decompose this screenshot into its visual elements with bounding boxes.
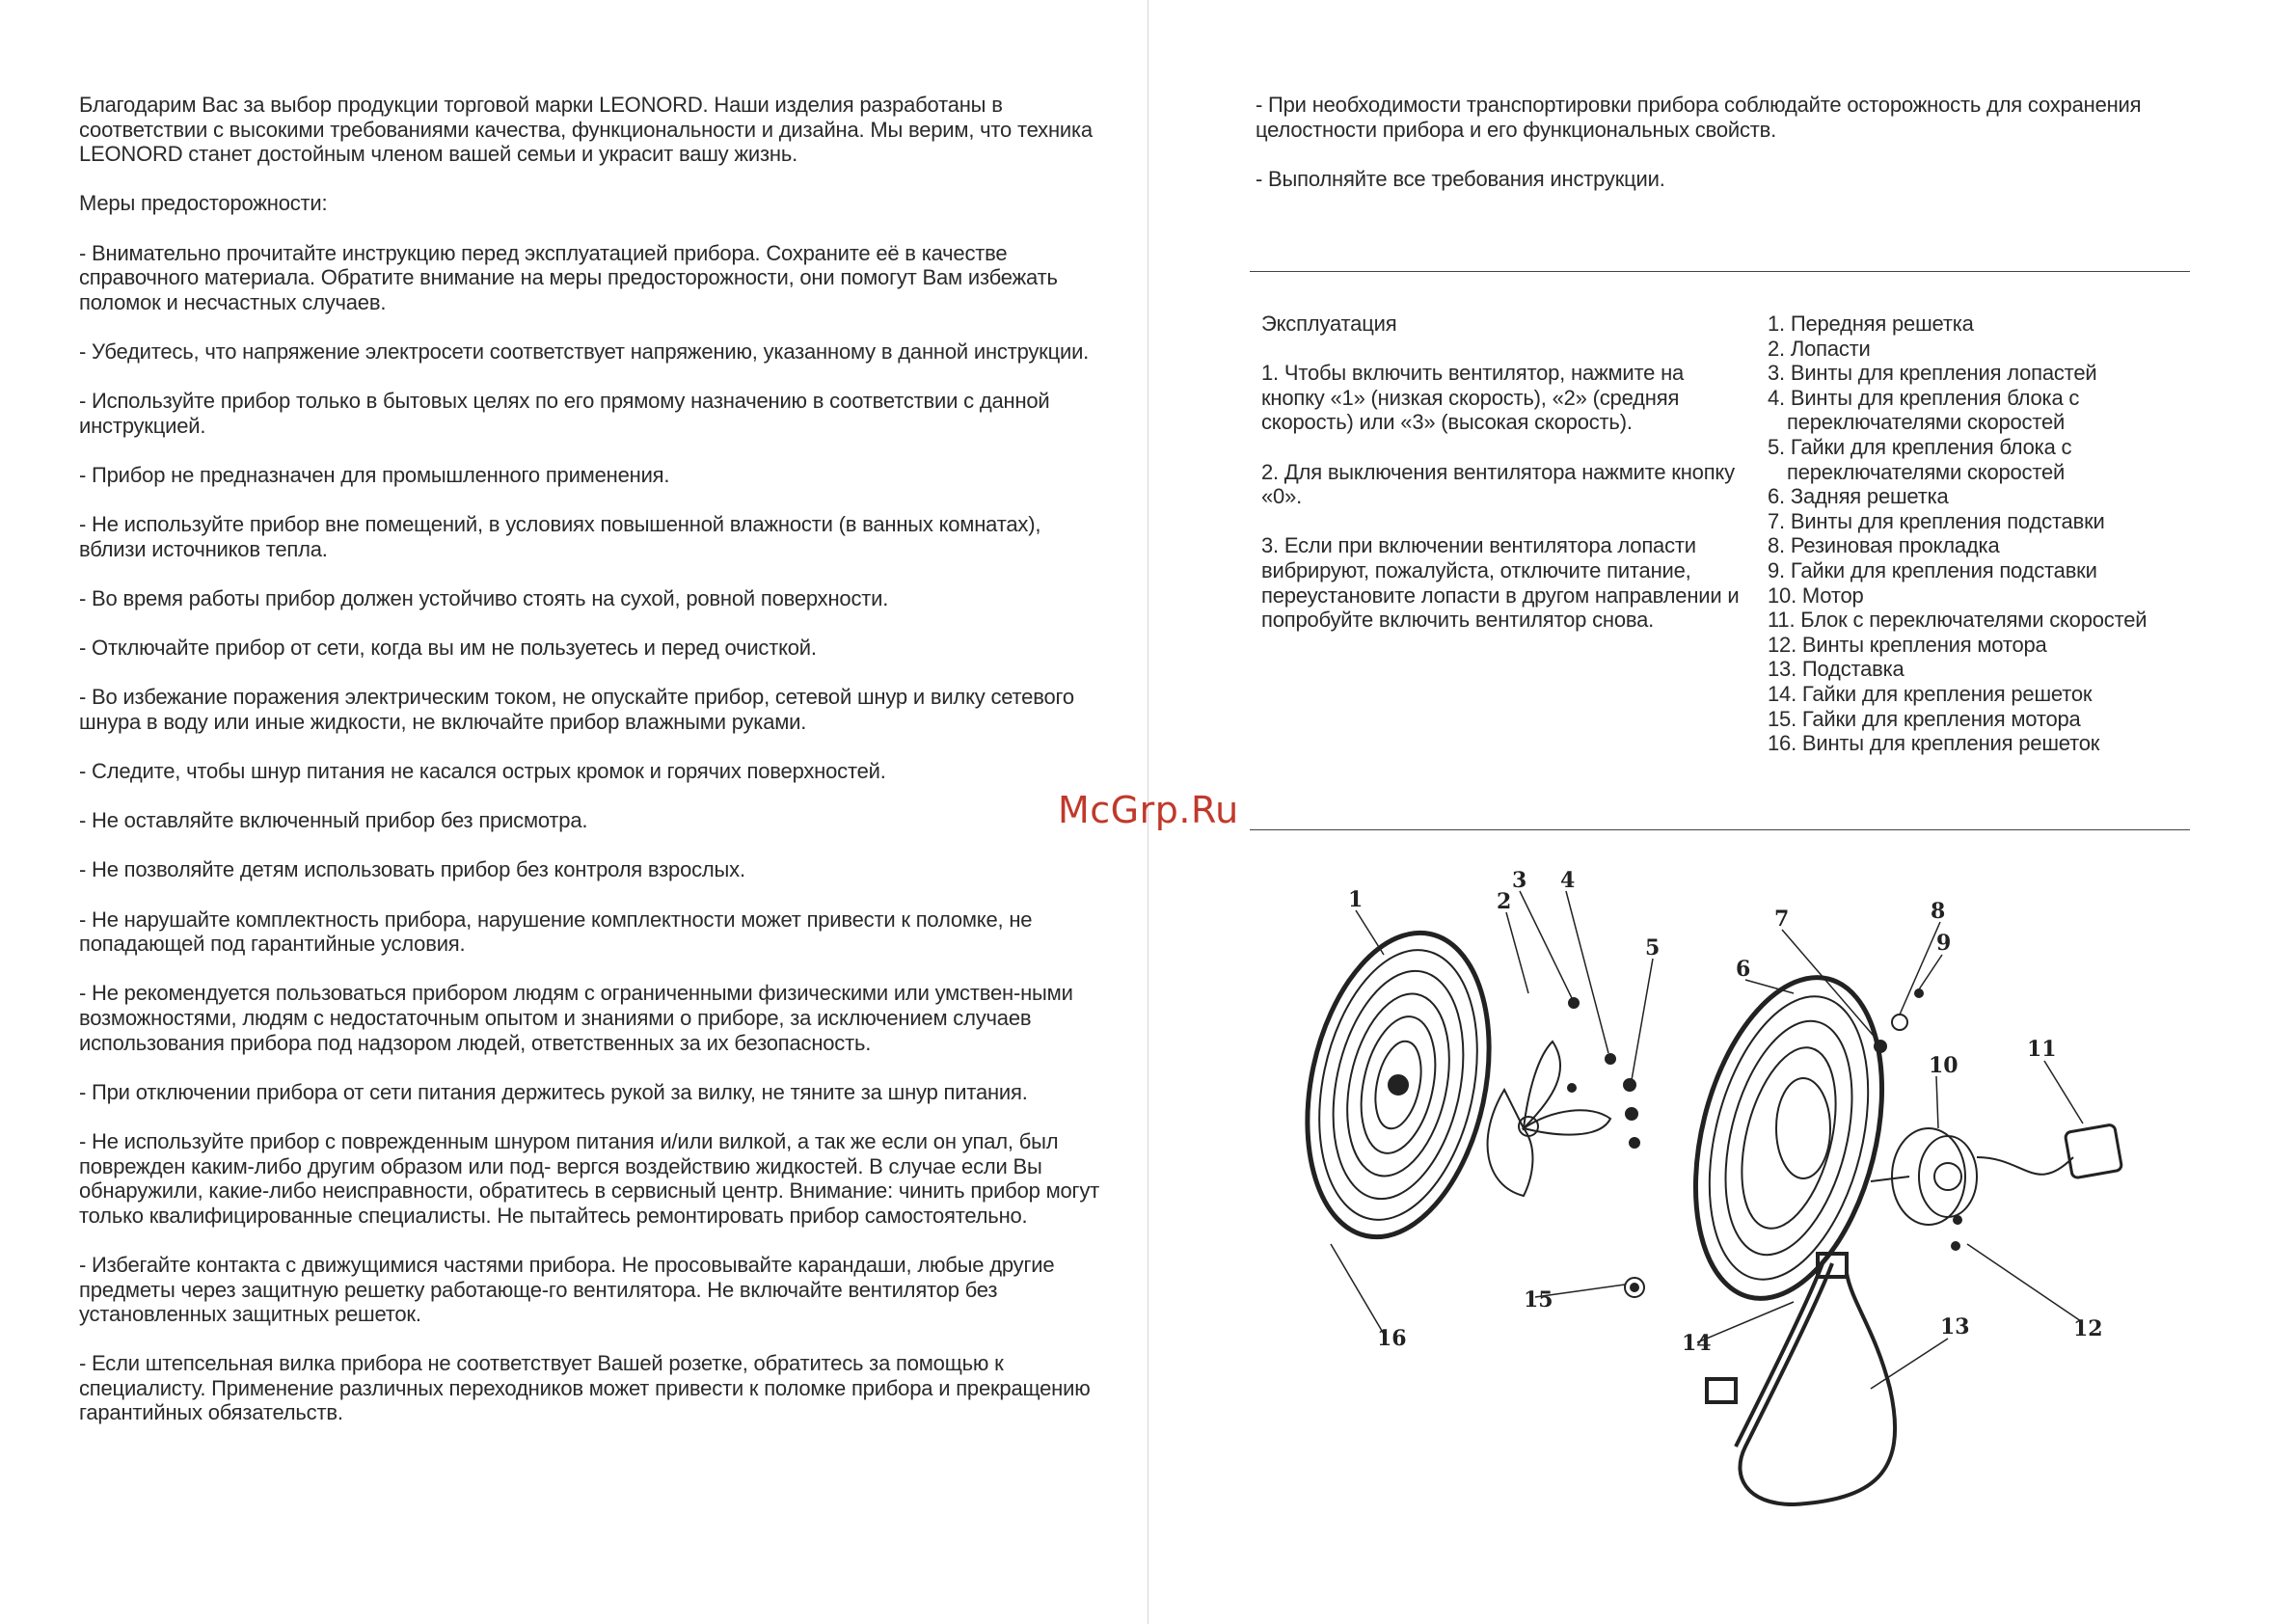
precaution-item: - Если штепсельная вилка прибора не соответствует Вашей розетке, обратитесь за помощью к специалисту. Применение различных переходников может привести к поломке прибора и прекращению гарантийных обязательств. <box>79 1351 1091 1425</box>
precaution-item: - Не оставляйте включенный прибор без присмотра. <box>79 808 588 833</box>
parts-list-item: 16. Винты для крепления решеток <box>1768 731 2100 756</box>
callout-label: 14 <box>1682 1331 1712 1356</box>
callout-label: 5 <box>1645 935 1661 961</box>
operation-section <box>1261 311 1743 657</box>
parts-list-item: 6. Задняя решетка <box>1768 484 1949 509</box>
callout-label: 8 <box>1931 899 1946 924</box>
precaution-item: - Не рекомендуется пользоваться прибором людям с ограниченными физическими или умствен-ными возможностями, людям с недостаточным опытом и знаниями о приборе, за исключением случаев использования прибора под надзором людей, ответственных за их безопасность. <box>79 981 1073 1055</box>
section-divider-top <box>1250 271 2190 272</box>
switch-box-drawing <box>1977 1124 2122 1178</box>
watermark: McGrp.Ru <box>1058 789 1239 831</box>
operation-step: 1. Чтобы включить вентилятор, нажмите на кнопку «1» (низкая скорость), «2» (средняя скорость) или «3» (высокая скорость). <box>1261 361 1685 435</box>
parts-list-item: 14. Гайки для крепления решеток <box>1768 681 2093 706</box>
precaution-item: - Во избежание поражения электрическим током, не опускайте прибор, сетевой шнур и вилку сетевого шнура в воду или иные жидкости, не включайте прибор влажными руками. <box>79 685 1074 734</box>
callout-label: 10 <box>1929 1053 1958 1078</box>
section-divider-bottom <box>1250 829 2190 830</box>
callout-label: 12 <box>2073 1316 2103 1341</box>
motor-drawing <box>1871 1128 1977 1225</box>
parts-list <box>1768 311 2182 756</box>
callout-label: 7 <box>1774 907 1790 932</box>
precaution-item: - Отключайте прибор от сети, когда вы им не пользуетесь и перед очисткой. <box>79 636 817 661</box>
callout-label: 11 <box>2027 1037 2057 1062</box>
parts-list-item: 15. Гайки для крепления мотора <box>1768 706 2081 731</box>
fan-blades-drawing <box>1488 1042 1610 1196</box>
callout-label: 4 <box>1560 868 1576 893</box>
parts-list-item: 12. Винты крепления мотора <box>1768 632 2047 657</box>
callout-label: 13 <box>1940 1314 1970 1340</box>
callout-leader-lines <box>1331 891 2083 1389</box>
safety-text-column <box>79 93 1101 1450</box>
operation-step: 2. Для выключения вентилятора нажмите кнопку «0». <box>1261 459 1735 509</box>
front-grille-drawing <box>1292 916 1515 1254</box>
parts-list-item: 13. Подставка <box>1768 657 1904 682</box>
callout-label: 16 <box>1377 1326 1407 1351</box>
parts-list-item: 1. Передняя решетка <box>1768 311 1974 336</box>
callout-label: 6 <box>1736 957 1751 982</box>
precaution-item: - Следите, чтобы шнур питания не касался острых кромок и горячих поверхностей. <box>79 759 886 784</box>
parts-list-item: 3. Винты для крепления лопастей <box>1768 361 2097 386</box>
precaution-item: - Избегайте контакта с движущимися частями прибора. Не просовывайте карандаши, любые другие предметы через защитную решетку работающе-го вентилятора. Не включайте вентилятор без установленных защитных решеток. <box>79 1252 1055 1327</box>
right-top-text <box>1256 93 2201 216</box>
parts-list-item: 8. Резиновая прокладка <box>1768 533 2000 558</box>
callout-label: 2 <box>1497 889 1512 914</box>
parts-list-item: 9. Гайки для крепления подставки <box>1768 557 2097 582</box>
precaution-item: - При отключении прибора от сети питания держитесь рукой за вилку, не тяните за шнур питания. <box>79 1079 1028 1104</box>
parts-list-item: 7. Винты для крепления подставки <box>1768 508 2105 533</box>
callout-label: 1 <box>1348 887 1364 912</box>
precaution-item: - Убедитесь, что напряжение электросети соответствует напряжению, указанному в данной инструкции. <box>79 338 1090 364</box>
precaution-item: - Выполняйте все требования инструкции. <box>1256 166 1665 191</box>
precaution-item: - Не нарушайте комплектность прибора, нарушение комплектности может привести к поломке, не попадающей под гарантийные условия. <box>79 907 1033 957</box>
callout-label: 9 <box>1936 931 1952 956</box>
parts-list-item: 2. Лопасти <box>1768 336 1871 361</box>
rear-grille-drawing <box>1665 958 1913 1317</box>
precaution-item: - Используйте прибор только в бытовых целях по его прямому назначению в соответствии с данной инструкцией. <box>79 389 1050 438</box>
parts-list-item: 5. Гайки для крепления блока с переключателями скоростей <box>1768 434 2072 484</box>
parts-list-item: 4. Винты для крепления блока с переключателями скоростей <box>1768 385 2080 435</box>
precautions-heading: Меры предосторожности: <box>79 191 328 216</box>
precaution-item: - Не используйте прибор с поврежденным шнуром питания и/или вилкой, а так же если он упал, был поврежден каким-либо другим образом или под- вергся воздействию жидкостей. В случае если Вы обнаружили, какие-либо неисправности, обратитесь в сервисный центр. Внимание: чинить прибор могут только квалифицированные специалисты. Не пытайтесь ремонтировать прибор самостоятельно. <box>79 1128 1100 1228</box>
precaution-item: - Внимательно прочитайте инструкцию перед эксплуатацией прибора. Сохраните её в качестве справочного материала. Обратите внимание на меры предосторожности, они помогут Вам избежать поломок и несчастных случаев. <box>79 240 1058 314</box>
precaution-item: - Прибор не предназначен для промышленного применения. <box>79 462 670 487</box>
precaution-item: - Не используйте прибор вне помещений, в условиях повышенной влажности (в ванных комнатах), вблизи источников тепла. <box>79 512 1041 561</box>
callout-label: 15 <box>1524 1287 1553 1313</box>
callout-label: 3 <box>1512 868 1527 893</box>
precaution-item: - При необходимости транспортировки прибора соблюдайте осторожность для сохранения целостности прибора и его функциональных свойств. <box>1256 93 2142 142</box>
exploded-fan-diagram <box>1292 849 2199 1582</box>
intro-paragraph: Благодарим Вас за выбор продукции торговой марки LEONORD. Наши изделия разработаны в соответствии с высокими требованиями качества, функциональности и дизайна. Мы верим, что техника LEONORD станет достойным членом вашей семьи и украсит вашу жизнь. <box>79 93 1093 167</box>
operation-step: 3. Если при включении вентилятора лопасти вибрируют, пожалуйста, отключите питание, переустановите лопасти в другом направлении и попробуйте включить вентилятор снова. <box>1261 533 1740 633</box>
parts-list-item: 11. Блок с переключателями скоростей <box>1768 608 2147 633</box>
parts-list-item: 10. Мотор <box>1768 582 1864 608</box>
precaution-item: - Во время работы прибор должен устойчиво стоять на сухой, ровной поверхности. <box>79 585 889 610</box>
precaution-item: - Не позволяйте детям использовать прибор без контроля взрослых. <box>79 857 745 882</box>
operation-title: Эксплуатация <box>1261 311 1397 336</box>
